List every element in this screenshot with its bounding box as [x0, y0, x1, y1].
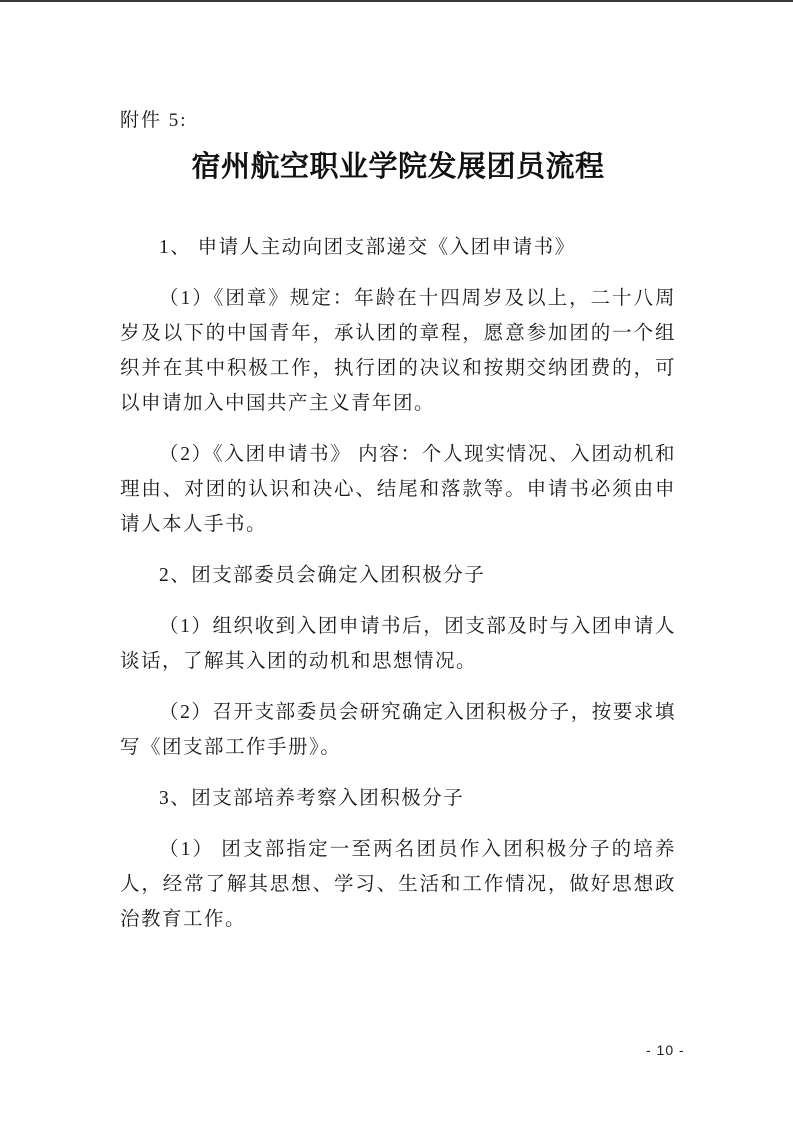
- section-3-heading: 3、团支部培养考察入团积极分子: [159, 788, 465, 809]
- section-1-heading: 1、 申请人主动向团支部递交《入团申请书》: [159, 237, 576, 258]
- section-2-heading: 2、团支部委员会确定入团积极分子: [159, 565, 486, 586]
- page-title: 宿州航空职业学院发展团员流程: [191, 151, 605, 183]
- document-content: [0, 2, 793, 937]
- attachment-label: 附件 5:: [120, 110, 188, 131]
- section-1-paragraph-1: （1）《团章》规定：年龄在十四周岁及以上，二十八周岁及以下的中国青年，承认团的章程，愿意参加团的一个组织并在其中积极工作，执行团的决议和按期交纳团费的，可以申请加入中国共产主义青年团。: [120, 288, 676, 414]
- section-2-paragraph-1: （1）组织收到入团申请书后，团支部及时与入团申请人谈话，了解其入团的动机和思想情况。: [120, 616, 676, 672]
- page-number: - 10 -: [646, 1042, 685, 1058]
- section-1-paragraph-2: （2）《入团申请书》 内容：个人现实情况、入团动机和理由、对团的认识和决心、结尾和落款等。申请书必须由申请人本人手书。: [120, 444, 676, 535]
- document-body: [120, 230, 676, 937]
- section-2-paragraph-2: （2）召开支部委员会研究确定入团积极分子，按要求填写《团支部工作手册》。: [120, 702, 676, 758]
- section-3-paragraph-1: （1） 团支部指定一至两名团员作入团积极分子的培养人，经常了解其思想、学习、生活和工作情况，做好思想政治教育工作。: [120, 839, 676, 930]
